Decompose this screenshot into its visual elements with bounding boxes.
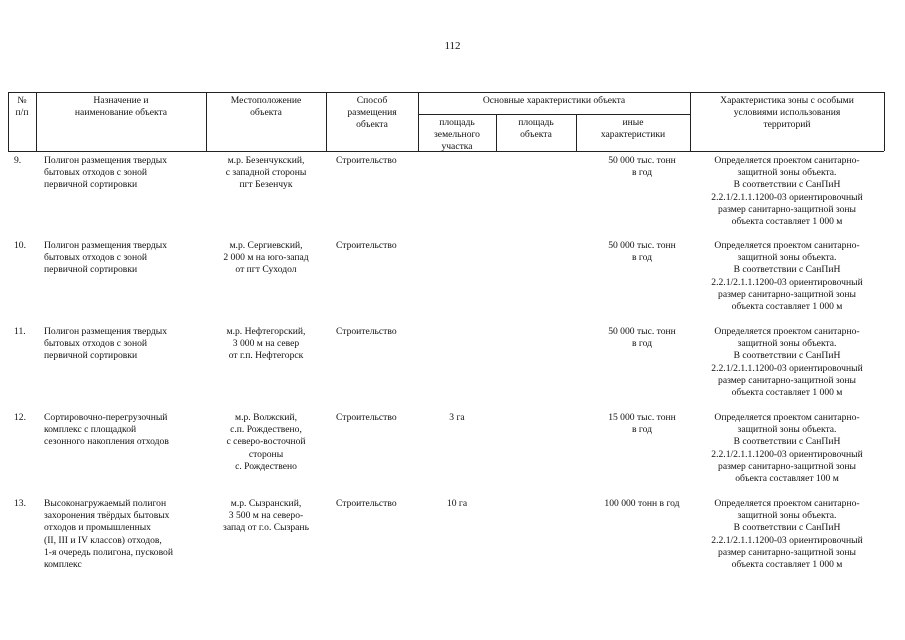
subheader-divider xyxy=(418,114,690,115)
header-num: № п/п xyxy=(15,95,29,119)
row-other: 15 000 тыс. тонн в год xyxy=(608,412,676,436)
row-purpose: Сортировочно-перегрузочный комплекс с площадкой сезонного накопления отходов xyxy=(44,412,169,448)
row-land-area: 10 га xyxy=(446,498,468,509)
row-zone: Определяется проектом санитарно- защитной зоны объекта. В соответствии с СанПиН 2.2.1/2.1.1.1200-03 ориентировочный размер санитарно-защитной зоны объекта составляет 1 000 м xyxy=(711,240,863,313)
row-other: 50 000 тыс. тонн в год xyxy=(608,240,676,264)
row-num: 10. xyxy=(14,240,26,251)
row-location: м.р. Безенчукский, с западной стороны пгт Безенчук xyxy=(225,155,307,191)
row-zone: Определяется проектом санитарно- защитной зоны объекта. В соответствии с СанПиН 2.2.1/2.1.1.1200-03 ориентировочный размер санитарно-защитной зоны объекта составляет 1 000 м xyxy=(711,155,863,228)
row-method: Строительство xyxy=(336,240,397,251)
row-method: Строительство xyxy=(336,498,397,509)
header-object-area: площадь объекта xyxy=(518,117,554,141)
header-other-characteristics: иные характеристики xyxy=(600,117,666,141)
row-num: 13. xyxy=(14,498,26,509)
table-top-border xyxy=(8,92,884,93)
row-other: 50 000 тыс. тонн в год xyxy=(608,326,676,350)
row-location: м.р. Сергиевский, 2 000 м на юго-запад от пгт Суходол xyxy=(223,240,309,276)
row-num: 11. xyxy=(14,326,26,337)
header-location: Местоположение объекта xyxy=(230,95,302,119)
col-line xyxy=(884,92,885,151)
header-purpose: Назначение и наименование объекта xyxy=(74,95,168,119)
row-zone: Определяется проектом санитарно- защитной зоны объекта. В соответствии с СанПиН 2.2.1/2.1.1.1200-03 ориентировочный размер санитарно-защитной зоны объекта составляет 100 м xyxy=(711,412,863,485)
row-zone: Определяется проектом санитарно- защитной зоны объекта. В соответствии с СанПиН 2.2.1/2.1.1.1200-03 ориентировочный размер санитарно-защитной зоны объекта составляет 1 000 м xyxy=(711,498,863,571)
header-main-characteristics: Основные характеристики объекта xyxy=(482,95,626,106)
row-method: Строительство xyxy=(336,412,397,423)
row-other: 100 000 тонн в год xyxy=(604,498,680,509)
row-method: Строительство xyxy=(336,155,397,166)
row-location: м.р. Волжский, с.п. Рождествено, с северо-восточной стороны с. Рождествено xyxy=(226,412,306,472)
row-land-area: 3 га xyxy=(449,412,465,423)
row-method: Строительство xyxy=(336,326,397,337)
row-num: 9. xyxy=(14,155,22,166)
header-zone: Характеристика зоны с особыми условиями использования территорий xyxy=(720,95,854,131)
row-location: м.р. Нефтегорский, 3 000 м на север от г.п. Нефтегорск xyxy=(226,326,306,362)
row-other: 50 000 тыс. тонн в год xyxy=(608,155,676,179)
row-zone: Определяется проектом санитарно- защитной зоны объекта. В соответствии с СанПиН 2.2.1/2.1.1.1200-03 ориентировочный размер санитарно-защитной зоны объекта составляет 1 000 м xyxy=(711,326,863,399)
page-number: 112 xyxy=(444,40,461,52)
row-location: м.р. Сызранский, 3 500 м на северо- запад от г.о. Сызрань xyxy=(223,498,309,534)
row-purpose: Высоконагружаемый полигон захоронения твёрдых бытовых отходов и промышленных (II, III и IV классов) отходов, 1-я очередь полигона, пусковой комплекс xyxy=(44,498,173,571)
header-method: Способ размещения объекта xyxy=(347,95,397,131)
header-land-area: площадь земельного участка xyxy=(434,117,480,153)
row-purpose: Полигон размещения твердых бытовых отходов с зоной первичной сортировки xyxy=(44,155,168,191)
row-purpose: Полигон размещения твердых бытовых отходов с зоной первичной сортировки xyxy=(44,326,168,362)
row-purpose: Полигон размещения твердых бытовых отходов с зоной первичной сортировки xyxy=(44,240,168,276)
row-num: 12. xyxy=(14,412,26,423)
